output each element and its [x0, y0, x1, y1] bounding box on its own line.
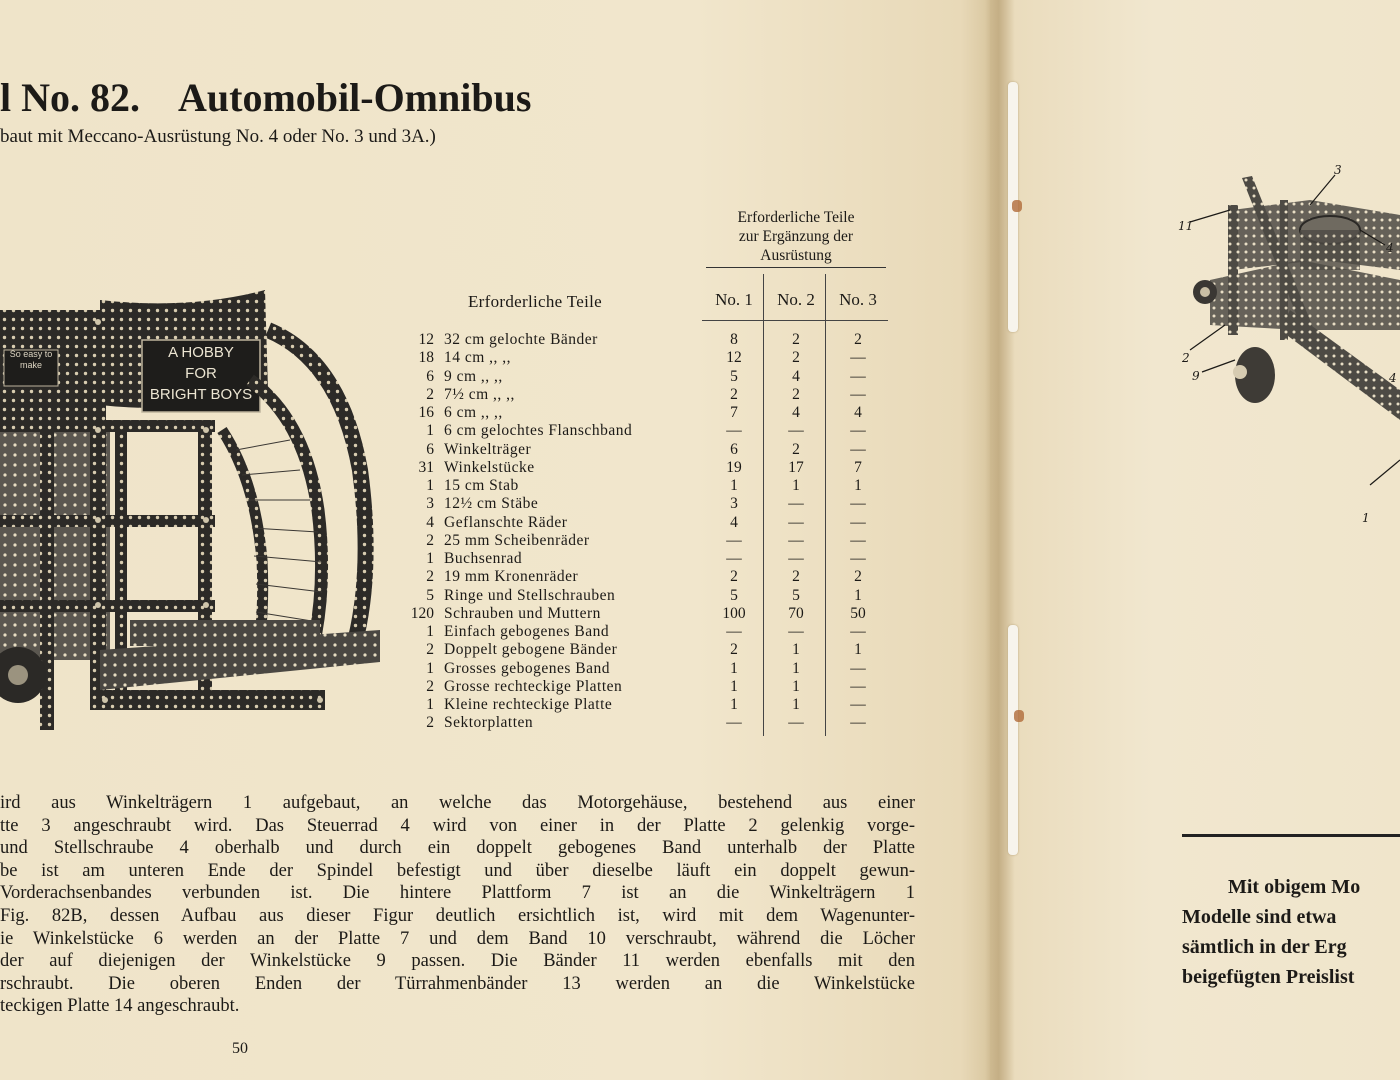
part-supplement-no1: 1 [730, 477, 738, 494]
part-supplement-no3: — [850, 659, 866, 677]
part-supplement-no3: — [850, 550, 866, 567]
right-page-text [1182, 872, 1400, 992]
part-description: Buchsenrad [444, 550, 523, 567]
part-supplement-no2: 70 [788, 604, 804, 622]
part-supplement-no3: 1 [854, 641, 862, 659]
page-number: 50 [232, 1040, 248, 1057]
right-text-line: Mit obigem Mo [1228, 876, 1361, 898]
part-supplement-no2: 2 [792, 349, 800, 367]
assembly-instructions [0, 792, 915, 1018]
part-supplement-no3: — [850, 623, 866, 640]
sign-line: A HOBBY [168, 344, 234, 361]
part-supplement-no2: 2 [792, 440, 800, 458]
rust-spot [1012, 200, 1022, 212]
part-description: Winkelträger [444, 440, 532, 458]
part-description: Einfach gebogenes Band [444, 623, 610, 640]
sign-large [145, 342, 257, 405]
figure-label: 2 [1182, 351, 1190, 365]
part-supplement-no1: — [726, 422, 742, 440]
part-supplement-no2: — [788, 550, 804, 567]
parts-header: Erforderliche Teile [468, 292, 602, 311]
part-quantity: 2 [426, 531, 434, 549]
model-number: l No. 82. [0, 75, 140, 120]
part-supplement-no2: — [788, 623, 804, 640]
part-supplement-no1: 1 [730, 696, 738, 713]
column-header-no3: No. 3 [839, 290, 877, 309]
part-quantity: 1 [426, 623, 434, 640]
part-supplement-no1: — [726, 714, 742, 732]
part-quantity: 1 [426, 477, 434, 494]
supplement-header-line: zur Ergänzung der [738, 228, 854, 245]
part-quantity: 1 [426, 696, 434, 713]
part-description: 6 cm gelochtes Flanschband [444, 422, 633, 440]
part-quantity: 1 [426, 659, 434, 677]
part-description: 32 cm gelochte Bänder [444, 331, 598, 348]
part-supplement-no1: 1 [730, 677, 738, 695]
part-description: 12½ cm Stäbe [444, 495, 539, 513]
part-description: 7½ cm ,, ,, [444, 385, 515, 403]
part-quantity: 16 [418, 404, 434, 421]
part-supplement-no3: — [850, 714, 866, 732]
part-quantity: 3 [426, 495, 434, 513]
part-quantity: 12 [418, 331, 434, 348]
instruction-line: Fig. 82B, dessen Aufbau aus dieser Figur deutlich ersichtlich ist, wird mit dem Wagenunter- [0, 905, 915, 926]
part-quantity: 1 [426, 550, 434, 567]
part-supplement-no2: 2 [792, 568, 800, 586]
part-supplement-no3: 50 [850, 604, 866, 622]
part-supplement-no3: 1 [854, 477, 862, 494]
part-supplement-no1: 1 [730, 659, 738, 677]
page-title [0, 74, 531, 121]
part-supplement-no3: — [850, 513, 866, 531]
instruction-line: der auf diejenigen der Winkelstücke 9 passen. Die Bänder 11 werden ebenfalls mit den [0, 951, 915, 972]
subtitle: baut mit Meccano-Ausrüstung No. 4 oder No. 3 und 3A.) [0, 126, 436, 147]
binding-stitch-bottom [1008, 625, 1018, 855]
instruction-line: und Stellschraube 4 oberhalb und durch ein doppelt gebogenes Band unterhalb der Platte [0, 838, 915, 859]
part-supplement-no2: 17 [788, 458, 804, 476]
right-text-line: beigefügten Preislist [1182, 966, 1355, 988]
chassis-illustration [1170, 160, 1400, 540]
part-description: 9 cm ,, ,, [444, 367, 503, 385]
part-supplement-no2: 1 [792, 641, 800, 659]
part-description: Geflanschte Räder [444, 513, 568, 531]
part-description: Kleine rechteckige Platte [444, 696, 613, 713]
part-supplement-no3: 1 [854, 586, 862, 604]
part-description: Grosse rechteckige Platten [444, 677, 623, 695]
instruction-line: be ist am unteren Ende der Spindel befestigt und über dieselbe läuft ein doppelt gewun- [0, 860, 915, 881]
part-supplement-no1: — [726, 550, 742, 567]
supplement-header-line: Erforderliche Teile [737, 209, 855, 226]
part-supplement-no1: 8 [730, 331, 738, 348]
part-description: 25 mm Scheibenräder [444, 531, 590, 549]
figure-label: 4 [1389, 371, 1397, 385]
part-supplement-no3: — [850, 495, 866, 513]
part-supplement-no1: — [726, 531, 742, 549]
part-description: Winkelstücke [444, 458, 535, 476]
part-supplement-no3: — [850, 422, 866, 440]
part-supplement-no1: — [726, 623, 742, 640]
instruction-line: tte 3 angeschraubt wird. Das Steuerrad 4 wird von einer in der Platte 2 gelenkig vorge- [0, 815, 915, 836]
part-supplement-no3: — [850, 385, 866, 403]
part-supplement-no2: 1 [792, 696, 800, 713]
part-quantity: 18 [418, 349, 434, 367]
instruction-line: ird aus Winkelträgern 1 aufgebaut, an welche das Motorgehäuse, bestehend aus einer [0, 793, 915, 813]
part-supplement-no3: 2 [854, 331, 862, 348]
figure-label: 3 [1334, 163, 1342, 177]
part-quantity: 2 [426, 385, 434, 403]
part-supplement-no2: — [788, 513, 804, 531]
part-quantity: 5 [426, 586, 434, 604]
part-supplement-no2: 2 [792, 331, 800, 348]
part-description: 19 mm Kronenräder [444, 568, 579, 586]
part-supplement-no2: 4 [792, 367, 800, 385]
part-supplement-no1: 12 [726, 349, 742, 367]
figure-label: 4 [1386, 241, 1394, 255]
part-supplement-no2: 1 [792, 477, 800, 494]
sign-small-text: So easy to make [9, 349, 53, 370]
part-quantity: 6 [426, 367, 434, 385]
part-quantity: 2 [426, 677, 434, 695]
figure-label: 11 [1178, 219, 1194, 233]
sign-line: BRIGHT BOYS [149, 386, 253, 403]
supplement-header-line: Ausrüstung [760, 247, 832, 264]
part-quantity: 1 [426, 422, 434, 440]
part-supplement-no2: 4 [792, 404, 800, 421]
part-supplement-no3: 2 [854, 568, 862, 586]
part-supplement-no1: 2 [730, 385, 738, 403]
part-quantity: 120 [410, 604, 434, 622]
part-supplement-no1: 2 [730, 641, 738, 659]
part-supplement-no3: — [850, 677, 866, 695]
instruction-line: ie Winkelstücke 6 werden an der Platte 7 und dem Band 10 verschraubt, während die Löcher [0, 928, 915, 949]
part-supplement-no1: 6 [730, 440, 738, 458]
right-text-line: Modelle sind etwa [1182, 906, 1337, 928]
section-rule [1182, 834, 1400, 837]
instruction-line: rschraubt. Die oberen Enden der Türrahmenbänder 13 werden an die Winkelstücke [0, 973, 915, 994]
part-supplement-no3: 4 [854, 404, 862, 421]
model-name: Automobil-Omnibus [178, 75, 532, 120]
part-supplement-no2: — [788, 714, 804, 732]
part-supplement-no3: — [850, 696, 866, 713]
part-supplement-no1: 3 [730, 495, 738, 513]
part-supplement-no2: 1 [792, 659, 800, 677]
part-description: Grosses gebogenes Band [444, 659, 610, 677]
part-quantity: 6 [426, 440, 434, 458]
column-header-rule [702, 320, 888, 321]
part-description: 15 cm Stab [444, 477, 519, 494]
part-quantity: 2 [426, 641, 434, 659]
instruction-line: teckigen Platte 14 angeschraubt. [0, 996, 240, 1017]
part-supplement-no2: 2 [792, 385, 800, 403]
part-supplement-no2: — [788, 495, 804, 513]
part-supplement-no1: 19 [726, 458, 742, 476]
part-supplement-no3: — [850, 367, 866, 385]
part-supplement-no1: 5 [730, 367, 738, 385]
part-quantity: 4 [426, 513, 434, 531]
part-supplement-no2: — [788, 531, 804, 549]
part-quantity: 2 [426, 568, 434, 586]
supplement-header [706, 208, 886, 265]
column-header-no2: No. 2 [777, 290, 815, 309]
part-description: Ringe und Stellschrauben [444, 586, 616, 604]
part-quantity: 31 [418, 458, 434, 476]
part-supplement-no3: — [850, 531, 866, 549]
part-supplement-no1: 5 [730, 586, 738, 604]
part-quantity: 2 [426, 714, 434, 732]
part-supplement-no1: 2 [730, 568, 738, 586]
part-description: 14 cm ,, ,, [444, 349, 512, 367]
part-description: Schrauben und Muttern [444, 604, 601, 622]
part-description: Sektorplatten [444, 714, 534, 732]
part-supplement-no2: 5 [792, 586, 800, 604]
part-supplement-no3: — [850, 440, 866, 458]
header-rule [706, 267, 886, 268]
figure-label: 9 [1192, 369, 1200, 383]
rust-spot [1014, 710, 1024, 722]
part-supplement-no3: 7 [854, 458, 862, 476]
part-supplement-no2: — [788, 422, 804, 440]
part-supplement-no3: — [850, 349, 866, 367]
part-supplement-no1: 7 [730, 404, 738, 421]
part-supplement-no2: 1 [792, 677, 800, 695]
part-supplement-no1: 4 [730, 513, 738, 531]
part-description: 6 cm ,, ,, [444, 404, 503, 421]
part-description: Doppelt gebogene Bänder [444, 641, 618, 659]
sign-line: FOR [185, 365, 217, 382]
part-supplement-no1: 100 [722, 604, 746, 622]
instruction-line: Vorderachsenbandes verbunden ist. Die hintere Plattform 7 ist an die Winkelträgern 1 [0, 883, 915, 904]
column-header-no1: No. 1 [715, 290, 753, 309]
figure-label: 1 [1362, 511, 1370, 525]
right-text-line: sämtlich in der Erg [1182, 936, 1347, 958]
